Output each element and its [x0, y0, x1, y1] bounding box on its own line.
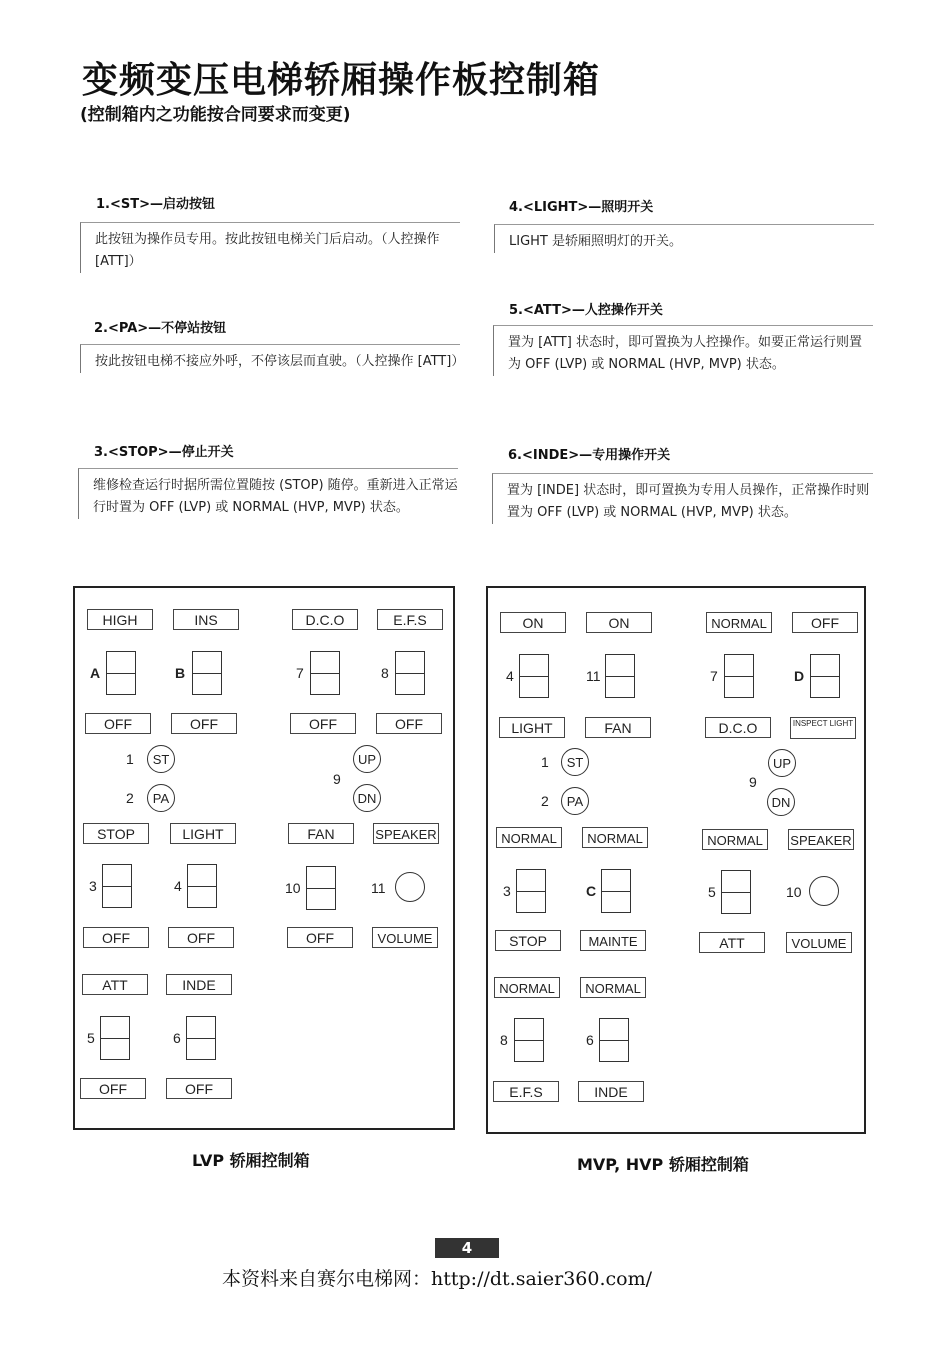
- lvp-switch-id: 3: [89, 878, 97, 894]
- section-5-title: 5.<ATT>—人控操作开关: [509, 303, 663, 318]
- mvp-switch-id: C: [586, 883, 597, 899]
- lvp-label-volume: VOLUME: [372, 927, 438, 948]
- section-2-body: 按此按钮电梯不接应外呼，不停该层而直驶。（人控操作 [ATT]）: [80, 344, 460, 373]
- lvp-switch-id: B: [175, 665, 186, 681]
- mvp-toggle-switch-4[interactable]: [519, 654, 549, 698]
- lvp-switch-id: 8: [381, 665, 389, 681]
- lvp-toggle-switch-b[interactable]: [192, 651, 222, 695]
- lvp-label-inde: INDE: [166, 974, 232, 995]
- lvp-switch-id: 6: [173, 1030, 181, 1046]
- lvp-toggle-switch-a[interactable]: [106, 651, 136, 695]
- lvp-pa-button[interactable]: PA: [147, 784, 175, 812]
- section-3-title: 3.<STOP>—停止开关: [94, 445, 234, 460]
- mvp-label-stop: STOP: [495, 930, 561, 951]
- mvp-dn-button[interactable]: DN: [767, 788, 795, 816]
- mvp-label-inspect-light: INSPECT LIGHT: [790, 717, 856, 739]
- lvp-caption: LVP 轿厢控制箱: [192, 1151, 310, 1170]
- lvp-knob-id: 11: [371, 880, 386, 896]
- mvp-switch-id: 7: [710, 668, 718, 684]
- mvp-label-fan: FAN: [585, 717, 651, 738]
- mvp-label-normal: NORMAL: [702, 829, 768, 850]
- mvp-label-on: ON: [586, 612, 652, 633]
- lvp-button-number: 2: [126, 790, 134, 806]
- footer-source-text: 本资料来自赛尔电梯网：http://dt.saier360.com/: [222, 1268, 652, 1290]
- section-2-title: 2.<PA>—不停站按钮: [94, 321, 227, 336]
- mvp-button-number: 2: [541, 793, 549, 809]
- lvp-label-light: LIGHT: [170, 823, 236, 844]
- section-1-title: 1.<ST>—启动按钮: [96, 197, 215, 212]
- mvp-hvp-control-panel: [486, 586, 866, 1134]
- mvp-label-efs: E.F.S: [493, 1081, 559, 1102]
- mvp-toggle-switch-11[interactable]: [605, 654, 635, 698]
- lvp-toggle-switch-10[interactable]: [306, 866, 336, 910]
- lvp-switch-id: 5: [87, 1030, 95, 1046]
- section-5-body: 置为 [ATT] 状态时，即可置换为人控操作。如要正常运行则置为 OFF (LVP) 或 NORMAL (HVP, MVP) 状态。: [493, 325, 873, 376]
- lvp-label-off: OFF: [80, 1078, 146, 1099]
- section-4-body: LIGHT 是轿厢照明灯的开关。: [494, 224, 874, 253]
- page-number: 4: [435, 1238, 499, 1258]
- lvp-volume-knob[interactable]: [395, 872, 425, 902]
- mvp-label-light: LIGHT: [499, 717, 565, 738]
- lvp-label-ins: INS: [173, 609, 239, 630]
- page-subtitle: (控制箱内之功能按合同要求而变更): [80, 105, 351, 125]
- lvp-toggle-switch-6[interactable]: [186, 1016, 216, 1060]
- mvp-switch-id: 3: [503, 883, 511, 899]
- lvp-label-off: OFF: [83, 927, 149, 948]
- mvp-switch-id: 6: [586, 1032, 594, 1048]
- section-1-body: 此按钮为操作员专用。按此按钮电梯关门后启动。（人控操作 [ATT]）: [80, 222, 460, 273]
- lvp-label-off: OFF: [85, 713, 151, 734]
- mvp-label-inde: INDE: [578, 1081, 644, 1102]
- lvp-toggle-switch-4[interactable]: [187, 864, 217, 908]
- section-3-body: 维修检查运行时据所需位置随按 (STOP) 随停。重新进入正常运行时置为 OFF (LVP) 或 NORMAL (HVP, MVP) 状态。: [78, 468, 458, 519]
- section-6-title: 6.<INDE>—专用操作开关: [508, 448, 671, 463]
- lvp-button-number: 1: [126, 751, 134, 767]
- mvp-toggle-switch-5[interactable]: [721, 870, 751, 914]
- lvp-toggle-switch-7[interactable]: [310, 651, 340, 695]
- mvp-up-button[interactable]: UP: [768, 749, 796, 777]
- lvp-label-off: OFF: [376, 713, 442, 734]
- mvp-label-on: ON: [500, 612, 566, 633]
- mvp-switch-id: 8: [500, 1032, 508, 1048]
- mvp-pa-button[interactable]: PA: [561, 787, 589, 815]
- lvp-label-stop: STOP: [83, 823, 149, 844]
- section-6-body: 置为 [INDE] 状态时，即可置换为专用人员操作，正常操作时则置为 OFF (LVP) 或 NORMAL (HVP, MVP) 状态。: [492, 473, 873, 524]
- lvp-up-button[interactable]: UP: [353, 745, 381, 773]
- mvp-label-normal: NORMAL: [494, 977, 560, 998]
- mvp-toggle-switch-7[interactable]: [724, 654, 754, 698]
- mvp-toggle-switch-3[interactable]: [516, 869, 546, 913]
- mvp-toggle-switch-6[interactable]: [599, 1018, 629, 1062]
- lvp-label-off: OFF: [287, 927, 353, 948]
- mvp-label-off: OFF: [792, 612, 858, 633]
- lvp-control-panel: [73, 586, 455, 1130]
- mvp-label-normal: NORMAL: [582, 827, 648, 848]
- lvp-label-efs: E.F.S: [377, 609, 443, 630]
- mvp-label-speaker: SPEAKER: [788, 829, 854, 850]
- lvp-button-number: 9: [333, 771, 341, 787]
- lvp-label-dco: D.C.O: [292, 609, 358, 630]
- mvp-label-normal: NORMAL: [496, 827, 562, 848]
- mvp-switch-id: 4: [506, 668, 514, 684]
- mvp-hvp-caption: MVP, HVP 轿厢控制箱: [577, 1155, 749, 1174]
- lvp-switch-id: 10: [285, 880, 301, 896]
- mvp-label-normal: NORMAL: [706, 612, 772, 633]
- lvp-switch-id: A: [90, 665, 101, 681]
- mvp-label-mainte: MAINTE: [580, 930, 646, 951]
- mvp-st-button[interactable]: ST: [561, 748, 589, 776]
- lvp-label-speaker: SPEAKER: [373, 823, 439, 844]
- lvp-switch-id: 4: [174, 878, 182, 894]
- mvp-button-number: 1: [541, 754, 549, 770]
- mvp-toggle-switch-c[interactable]: [601, 869, 631, 913]
- mvp-switch-id: D: [794, 668, 805, 684]
- lvp-label-off: OFF: [290, 713, 356, 734]
- lvp-toggle-switch-5[interactable]: [100, 1016, 130, 1060]
- mvp-switch-id: 5: [708, 884, 716, 900]
- lvp-toggle-switch-3[interactable]: [102, 864, 132, 908]
- lvp-switch-id: 7: [296, 665, 304, 681]
- section-4-title: 4.<LIGHT>—照明开关: [509, 200, 654, 215]
- mvp-toggle-switch-8[interactable]: [514, 1018, 544, 1062]
- mvp-switch-id: 11: [586, 668, 601, 684]
- lvp-label-off: OFF: [168, 927, 234, 948]
- mvp-label-dco: D.C.O: [705, 717, 771, 738]
- lvp-st-button[interactable]: ST: [147, 745, 175, 773]
- lvp-label-high: HIGH: [87, 609, 153, 630]
- lvp-label-off: OFF: [171, 713, 237, 734]
- lvp-dn-button[interactable]: DN: [353, 784, 381, 812]
- lvp-toggle-switch-8[interactable]: [395, 651, 425, 695]
- mvp-button-number: 9: [749, 774, 757, 790]
- lvp-label-att: ATT: [82, 974, 148, 995]
- mvp-label-att: ATT: [699, 932, 765, 953]
- mvp-label-normal: NORMAL: [580, 977, 646, 998]
- lvp-label-off: OFF: [166, 1078, 232, 1099]
- mvp-knob-id: 10: [786, 884, 802, 900]
- mvp-label-volume: VOLUME: [786, 932, 852, 953]
- lvp-label-fan: FAN: [288, 823, 354, 844]
- mvp-volume-knob[interactable]: [809, 876, 839, 906]
- page-title: 变频变压电梯轿厢操作板控制箱: [82, 60, 601, 101]
- mvp-toggle-switch-d[interactable]: [810, 654, 840, 698]
